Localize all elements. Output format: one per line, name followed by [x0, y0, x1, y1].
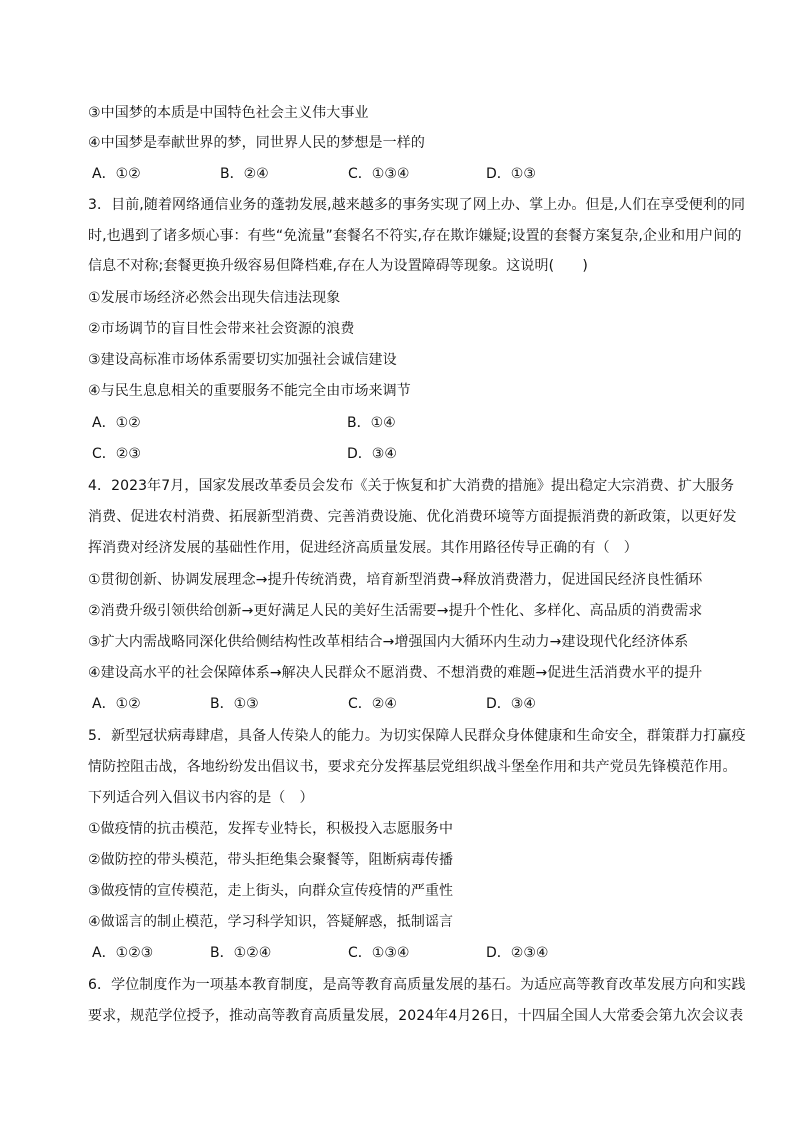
q3-option-c[interactable]: C．②③ — [92, 446, 141, 462]
q5-item-2: ②做防控的带头模范，带头拒绝集会聚餐等，阻断病毒传播 — [88, 852, 454, 868]
q3-item-4: ④与民生息息相关的重要服务不能完全由市场来调节 — [88, 383, 411, 399]
q5-stem-line-3: 下列适合列入倡议书内容的是（ ） — [88, 790, 314, 806]
q5-option-c[interactable]: C．①③④ — [348, 945, 410, 961]
q3-option-b[interactable]: B．①④ — [347, 415, 396, 431]
q6-stem-line-2: 要求，规范学位授予，推动高等教育高质量发展，2024年4月26日，十四届全国人大常委会第九次会议表 — [88, 1008, 744, 1024]
q5-item-1: ①做疫情的抗击模范，发挥专业特长，积极投入志愿服务中 — [88, 821, 454, 837]
q3-option-a[interactable]: A．①② — [92, 415, 141, 431]
q5-option-b[interactable]: B．①②④ — [210, 945, 272, 961]
q2-item-3: ③中国梦的本质是中国特色社会主义伟大事业 — [88, 105, 369, 121]
q6-stem-line-1: 6．学位制度作为一项基本教育制度，是高等教育高质量发展的基石。为适应高等教育改革发展方向和实践 — [88, 977, 746, 993]
q5-item-3: ③做疫情的宣传模范，走上街头，向群众宣传疫情的严重性 — [88, 883, 454, 899]
q3-item-2: ②市场调节的盲目性会带来社会资源的浪费 — [88, 321, 355, 337]
q4-option-d[interactable]: D．③④ — [486, 696, 536, 712]
q4-option-b[interactable]: B．①③ — [210, 696, 259, 712]
q2-option-d[interactable]: D．①③ — [486, 166, 536, 182]
q2-option-b[interactable]: B．②④ — [220, 166, 269, 182]
q3-option-d[interactable]: D．③④ — [347, 446, 397, 462]
q5-item-4: ④做谣言的制止模范，学习科学知识，答疑解惑，抵制谣言 — [88, 914, 454, 930]
q5-option-a[interactable]: A．①②③ — [92, 945, 154, 961]
q2-option-c[interactable]: C．①③④ — [348, 166, 410, 182]
q4-option-c[interactable]: C．②④ — [348, 696, 397, 712]
q3-item-1: ①发展市场经济必然会出现失信违法现象 — [88, 290, 341, 306]
q2-item-4: ④中国梦是奉献世界的梦，同世界人民的梦想是一样的 — [88, 135, 425, 151]
q4-stem-line-3: 挥消费对经济发展的基础性作用，促进经济高质量发展。其作用路径传导正确的有（ ） — [88, 540, 638, 556]
q4-option-a[interactable]: A．①② — [92, 696, 141, 712]
q4-item-4: ④建设高水平的社会保障体系→解决人民群众不愿消费、不想消费的难题→促进生活消费水平的提升 — [88, 665, 703, 681]
q3-stem-line-1: 3．目前,随着网络通信业务的蓬勃发展,越来越多的事务实现了网上办、掌上办。但是,人们在享受便利的同 — [88, 197, 746, 213]
q3-stem-line-3: 信息不对称;套餐更换升级容易但降档难,存在人为设置障碍等现象。这说明( ) — [88, 258, 588, 274]
q3-item-3: ③建设高标准市场体系需要切实加强社会诚信建设 — [88, 352, 397, 368]
q4-item-1: ①贯彻创新、协调发展理念→提升传统消费，培育新型消费→释放消费潜力，促进国民经济良性循环 — [88, 572, 703, 588]
q5-stem-line-2: 情防控阻击战，各地纷纷发出倡议书，要求充分发挥基层党组织战斗堡垒作用和共产党员先锋模范作用。 — [88, 759, 737, 775]
q4-item-2: ②消费升级引领供给创新→更好满足人民的美好生活需要→提升个性化、多样化、高品质的消费需求 — [88, 603, 703, 619]
q5-stem-line-1: 5．新型冠状病毒肆虐，具备人传染人的能力。为切实保障人民群众身体健康和生命安全，群策群力打赢疫 — [88, 728, 746, 744]
q4-item-3: ③扩大内需战略同深化供给侧结构性改革相结合→增强国内大循环内生动力→建设现代化经济体系 — [88, 634, 689, 650]
q2-option-a[interactable]: A．①② — [92, 166, 141, 182]
q5-option-d[interactable]: D．②③④ — [486, 945, 549, 961]
q4-stem-line-2: 消费、促进农村消费、拓展新型消费、完善消费设施、优化消费环境等方面提振消费的新政策，以更好发 — [88, 509, 737, 525]
q3-stem-line-2: 时,也遇到了诸多烦心事：有些“免流量”套餐名不符实,存在欺诈嫌疑;设置的套餐方案复杂,企业和用户间的 — [88, 228, 742, 244]
q4-stem-line-1: 4．2023年7月，国家发展改革委员会发布《关于恢复和扩大消费的措施》提出稳定大宗消费、扩大服务 — [88, 478, 735, 494]
